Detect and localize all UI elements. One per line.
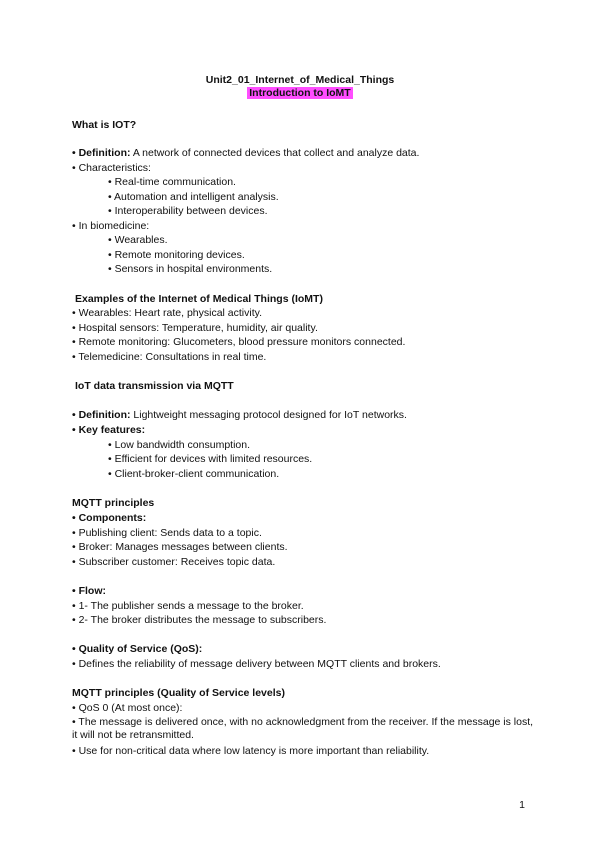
list-item: • Publishing client: Sends data to a topic. xyxy=(72,527,262,539)
list-item: • Automation and intelligent analysis. xyxy=(108,191,279,203)
in-biomedicine-label: • In biomedicine: xyxy=(72,220,150,232)
document-subtitle-wrap xyxy=(0,87,600,100)
section-heading-what-is-iot: What is IOT? xyxy=(72,119,137,131)
list-item: • Wearables. xyxy=(108,234,168,246)
definition-text: A network of connected devices that collect and analyze data. xyxy=(130,147,420,159)
definition-text: Lightweight messaging protocol designed for IoT networks. xyxy=(130,409,407,421)
list-item: • 2- The broker distributes the message to subscribers. xyxy=(72,614,327,626)
list-item: • Sensors in hospital environments. xyxy=(108,263,273,275)
list-item: • Interoperability between devices. xyxy=(108,205,268,217)
section-heading-mqtt-principles: MQTT principles xyxy=(72,497,155,509)
characteristics-label: • Characteristics: xyxy=(72,162,151,174)
definition-line xyxy=(72,147,419,160)
list-item: • Telemedicine: Consultations in real time. xyxy=(72,351,267,363)
list-item: • Wearables: Heart rate, physical activity. xyxy=(72,307,263,319)
list-item: • Client-broker-client communication. xyxy=(108,468,280,480)
definition-label: • Definition: xyxy=(72,147,131,159)
list-item: • Subscriber customer: Receives topic data. xyxy=(72,556,276,568)
document-title: Unit2_01_Internet_of_Medical_Things xyxy=(205,74,395,86)
list-item: • Use for non-critical data where low latency is more important than reliability. xyxy=(72,745,430,757)
section-heading-iomt-examples: Examples of the Internet of Medical Things (IoMT) xyxy=(75,293,323,305)
definition-line xyxy=(72,409,407,422)
section-heading-mqtt-transmission: IoT data transmission via MQTT xyxy=(75,380,234,392)
flow-label: • Flow: xyxy=(72,585,107,597)
list-item: • QoS 0 (At most once): xyxy=(72,702,183,714)
list-item: • Low bandwidth consumption. xyxy=(108,439,251,451)
list-item: • Broker: Manages messages between clients. xyxy=(72,541,288,553)
list-item: • Hospital sensors: Temperature, humidity, air quality. xyxy=(72,322,318,334)
qos-description: • Defines the reliability of message delivery between MQTT clients and brokers. xyxy=(72,658,441,670)
components-label: • Components: xyxy=(72,512,147,524)
section-heading-qos-levels: MQTT principles (Quality of Service levels) xyxy=(72,687,285,699)
page-number: 1 xyxy=(519,799,525,811)
list-item: • Real-time communication. xyxy=(108,176,236,188)
list-item: • Efficient for devices with limited resources. xyxy=(108,453,313,465)
qos-label: • Quality of Service (QoS): xyxy=(72,643,203,655)
list-item: • 1- The publisher sends a message to the broker. xyxy=(72,600,304,612)
definition-label: • Definition: xyxy=(72,409,131,421)
list-item: • The message is delivered once, with no acknowledgment from the receiver. If the message is lost, it will not be retransmitted. xyxy=(72,716,534,741)
list-item: • Remote monitoring devices. xyxy=(108,249,245,261)
document-subtitle: Introduction to IoMT xyxy=(249,87,351,99)
key-features-label: • Key features: xyxy=(72,424,146,436)
list-item: • Remote monitoring: Glucometers, blood pressure monitors connected. xyxy=(72,336,406,348)
